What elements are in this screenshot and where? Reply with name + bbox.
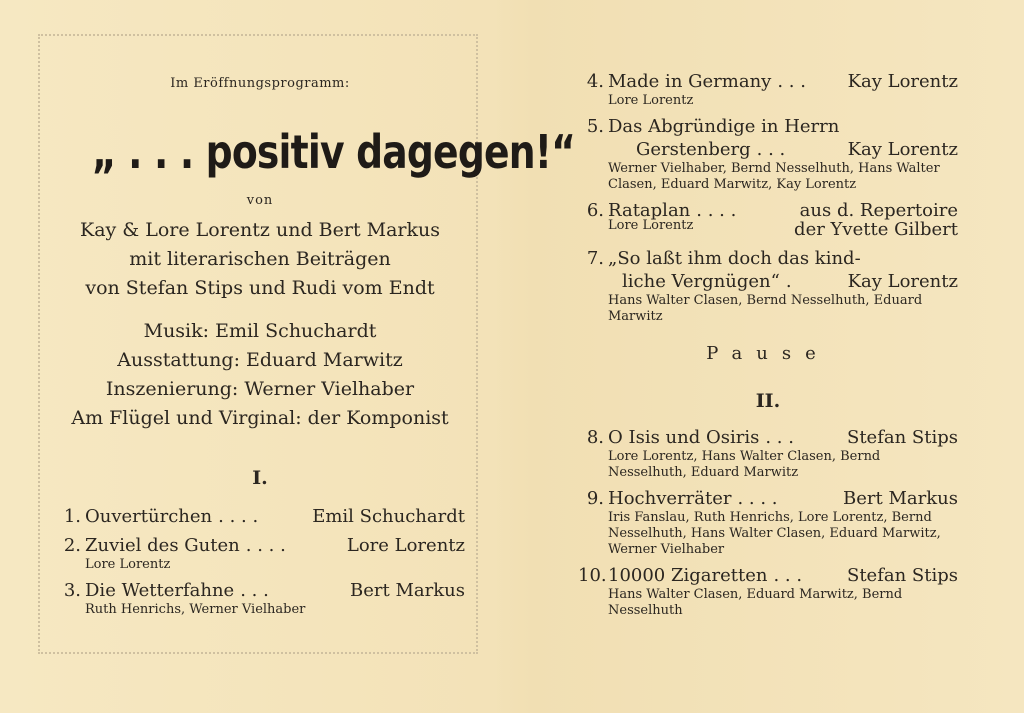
- item-number: 6.: [586, 200, 604, 221]
- program-item: [578, 487, 958, 558]
- item-number: 7.: [586, 248, 604, 269]
- item-cast: Lore Lorentz: [608, 218, 694, 233]
- item-dots: . . . .: [245, 535, 286, 556]
- authors-line: mit literarischen Beiträgen: [129, 248, 391, 270]
- crew-line: Inszenierung: Werner Vielhaber: [105, 378, 415, 400]
- item-author: Emil Schuchardt: [312, 506, 465, 527]
- item-cast: Hans Walter Clasen, Bernd Nesselhuth, Eduard Marwitz: [608, 293, 923, 324]
- authors-block: [55, 216, 465, 303]
- item-dots: .: [785, 271, 792, 292]
- item-title: Die Wetterfahne: [85, 580, 235, 601]
- crew-line: Musik: Emil Schuchardt: [143, 320, 377, 342]
- item-author: aus d. Repertoire: [799, 200, 958, 221]
- item-cast: Lore Lorentz: [85, 557, 171, 572]
- item-author: Bert Markus: [843, 488, 958, 509]
- item-dots: . . . .: [696, 200, 737, 221]
- item-number: 8.: [586, 427, 604, 448]
- authors-line: von Stefan Stips und Rudi vom Endt: [85, 277, 435, 299]
- item-number: 5.: [586, 116, 604, 137]
- crew-line: Ausstattung: Eduard Marwitz: [117, 349, 403, 371]
- program-item: [578, 564, 958, 619]
- item-dots: . . .: [773, 565, 803, 586]
- authors-line: Kay & Lore Lorentz und Bert Markus: [80, 219, 440, 241]
- item-dots: . . . .: [218, 506, 259, 527]
- section-heading-2: II.: [755, 390, 781, 412]
- item-cast: Hans Walter Clasen, Eduard Marwitz, Bernd Nesselhuth: [608, 587, 903, 618]
- item-author: Kay Lorentz: [847, 139, 958, 160]
- pause-label: Pause: [706, 343, 830, 364]
- item-number: 4.: [586, 71, 604, 92]
- item-number: 9.: [586, 488, 604, 509]
- item-number: 3.: [63, 580, 81, 601]
- item-title-cont: Gerstenberg: [636, 139, 751, 160]
- program-item: [578, 115, 958, 193]
- item-title: Ouvertürchen: [85, 506, 213, 527]
- program-list-2: [578, 426, 958, 619]
- item-title: „So laßt ihm doch das kind-: [608, 248, 861, 269]
- item-number: 1.: [63, 506, 81, 527]
- left-column: [55, 60, 576, 624]
- item-title: O Isis und Osiris: [608, 427, 760, 448]
- item-title: Made in Germany: [608, 71, 772, 92]
- item-author: Kay Lorentz: [847, 271, 958, 292]
- item-title: Rataplan: [608, 200, 691, 221]
- item-cast: Iris Fanslau, Ruth Henrichs, Lore Lorentz, Bernd Nesselhuth, Hans Walter Clasen, Eduard Marwitz, Werner Vielhaber: [608, 510, 941, 557]
- item-title-cont: liche Vergnügen“: [622, 271, 780, 292]
- program-list-1-cont: [578, 70, 958, 325]
- item-author: Bert Markus: [350, 580, 465, 601]
- item-cast: Lore Lorentz: [608, 93, 694, 108]
- item-cast: Werner Vielhaber, Bernd Nesselhuth, Hans Walter Clasen, Eduard Marwitz, Kay Lorentz: [608, 161, 940, 192]
- item-author: Kay Lorentz: [847, 71, 958, 92]
- item-title: Das Abgründige in Herrn: [608, 116, 840, 137]
- item-title: Zuviel des Guten: [85, 535, 240, 556]
- section-heading-1: I.: [252, 467, 268, 489]
- crew-block: [55, 317, 465, 433]
- item-cast: Lore Lorentz, Hans Walter Clasen, Bernd Nesselhuth, Eduard Marwitz: [608, 449, 881, 480]
- program-list-1: [55, 505, 465, 618]
- item-title: 10000 Zigaretten: [608, 565, 768, 586]
- item-dots: . . .: [765, 427, 794, 448]
- item-dots: . . .: [777, 71, 806, 92]
- item-author: Lore Lorentz: [346, 535, 465, 556]
- item-author: Stefan Stips: [846, 565, 958, 586]
- item-number: 2.: [63, 535, 81, 556]
- item-cast: Ruth Henrichs, Werner Vielhaber: [85, 602, 306, 617]
- program-item: [55, 505, 465, 528]
- von-label: von: [246, 193, 274, 208]
- program-item: [578, 70, 958, 109]
- item-number: 10.: [578, 565, 607, 586]
- program-item: [578, 247, 958, 325]
- item-title: Hochverräter: [608, 488, 732, 509]
- item-author: Stefan Stips: [846, 427, 958, 448]
- crew-line: Am Flügel und Virginal: der Komponist: [71, 407, 449, 429]
- program-item: [578, 199, 958, 241]
- program-item: [578, 426, 958, 481]
- program-item: [55, 534, 465, 573]
- item-author-cont: der Yvette Gilbert: [794, 219, 958, 240]
- intro-text: Im Eröffnungsprogramm:: [170, 76, 350, 91]
- program-item: [55, 579, 465, 618]
- item-dots: . . .: [756, 139, 786, 160]
- right-column: [578, 70, 958, 625]
- show-title: „ . . . positiv dagegen!“: [91, 125, 576, 179]
- item-dots: . . . .: [737, 488, 778, 509]
- item-dots: . . .: [240, 580, 269, 601]
